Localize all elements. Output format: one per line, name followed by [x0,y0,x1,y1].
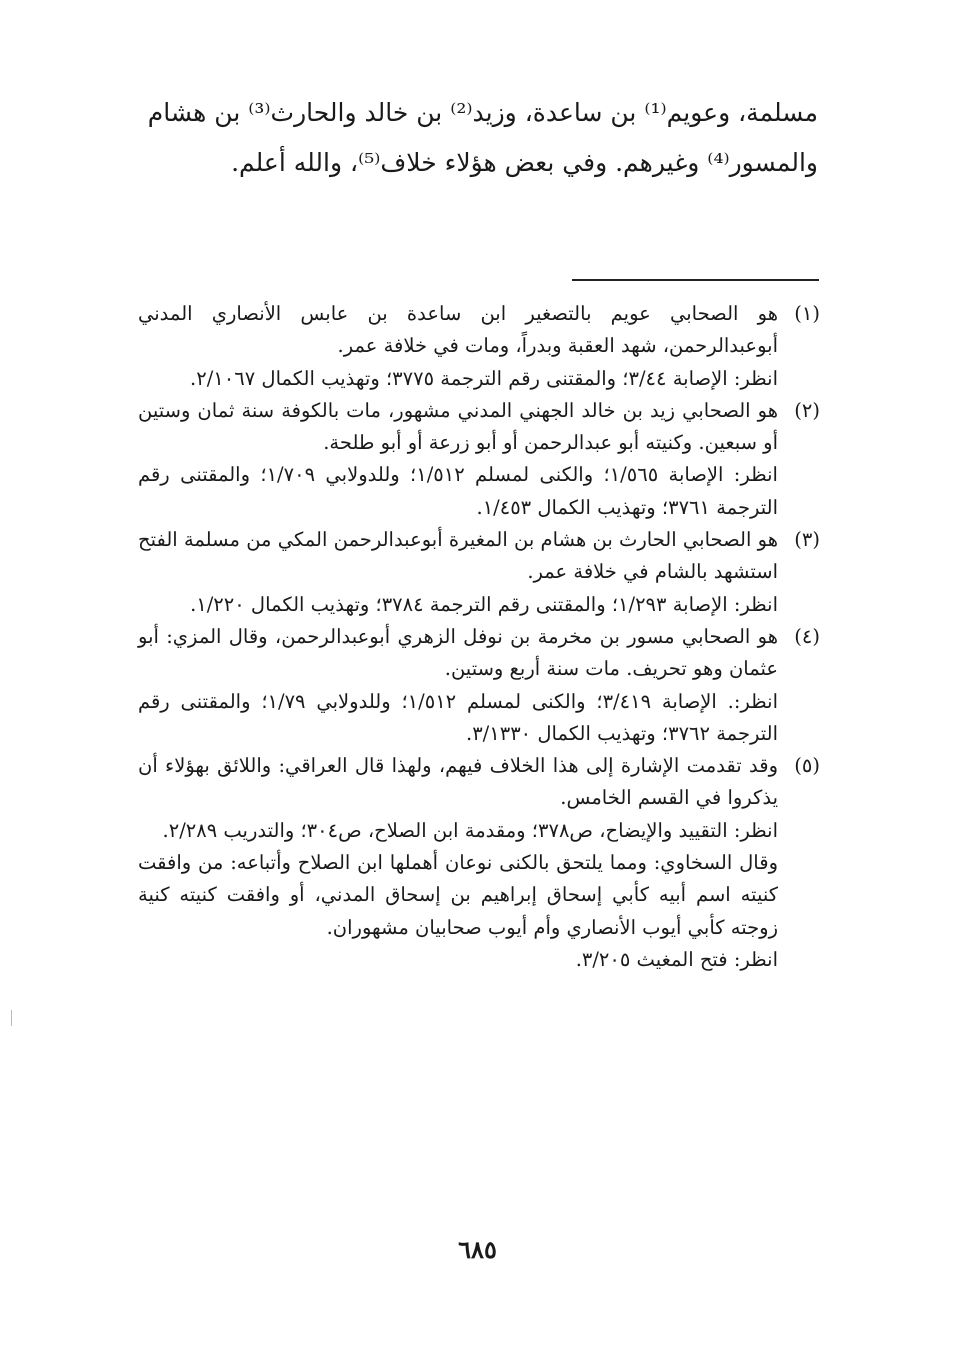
footnote-5-continuation: وقال السخاوي: ومما يلتحق بالكنى نوعان أهملها ابن الصلاح وأتباعه: من وافقت كنيته اسم أبيه كأبي إسحاق إبراهيم بن إسحاق المدني، أو وافقت كنيته كنية زوجته كأبي أيوب الأنصاري وأم أيوب صحابيان مشهوران. [138,851,778,939]
footnote-5 [138,750,820,847]
footnote-text: هو الصحابي زيد بن خالد الجهني المدني مشهور، مات بالكوفة سنة ثمان وستين أو سبعين. وكنيته أبو عبدالرحمن أو أبو زرعة أو أبو طلحة. [138,398,778,455]
main-text-line-1: مسلمة، وعويم⁽¹⁾ بن ساعدة، وزيد⁽²⁾ بن خالد والحارث⁽³⁾ بن هشام [147,98,818,127]
footnote-reference: انظر: الإصابة ٣/٤٤؛ والمقتنى رقم الترجمة ٣٧٧٥؛ وتهذيب الكمال ٢/١٠٦٧. [190,366,778,390]
page-number: ٦٨٥ [458,1235,497,1264]
footnote-1 [138,298,820,395]
footnote-number: (٥) [794,754,820,778]
footnote-text: هو الصحابي مسور بن مخرمة بن نوفل الزهري أبوعبدالرحمن، وقال المزي: أبو عثمان وهو تحريف. مات سنة أربع وستين. [138,624,778,681]
footnote-4 [138,621,820,750]
footnote-number: (١) [794,302,820,325]
scan-artifact [11,1010,12,1026]
footnote-reference: انظر: الإصابة ١/٥٦٥؛ والكنى لمسلم ١/٥١٢؛ وللدولابي ١/٧٠٩؛ والمقتنى رقم الترجمة ٣٧٦١؛ وتهذيب الكمال ١/٤٥٣. [138,463,778,519]
footnote-5-reference: انظر: فتح المغيث ٣/٢٠٥. [575,947,778,971]
footnote-text: وقد تقدمت الإشارة إلى هذا الخلاف فيهم، ولهذا قال العراقي: واللائق بهؤلاء أن يذكروا في القسم الخامس. [138,754,778,810]
footnote-3 [138,524,820,621]
footnote-text: هو الصحابي الحارث بن هشام بن المغيرة أبوعبدالرحمن المكي من مسلمة الفتح استشهد بالشام في خلافة عمر. [138,528,778,584]
footnote-reference: انظر: التقييد والإيضاح، ص٣٧٨؛ ومقدمة ابن الصلاح، ص٣٠٤؛ والتدريب ٢/٢٨٩. [162,818,778,842]
main-text-line-2: والمسور⁽⁴⁾ وغيرهم. وفي بعض هؤلاء خلاف⁽⁵⁾، والله أعلم. [231,148,818,177]
footnote-number: (٢) [794,398,820,422]
footnote-number: (٤) [794,624,820,648]
footnotes [138,298,820,976]
footnote-number: (٣) [794,528,820,552]
main-text [138,88,818,188]
footnote-text: هو الصحابي عويم بالتصغير ابن ساعدة بن عابس الأنصاري المدني أبوعبدالرحمن، شهد العقبة وبدراً، ومات في خلافة عمر. [138,302,778,358]
footnote-2 [138,395,820,524]
footnote-reference: انظر: الإصابة ١/٢٩٣؛ والمقتنى رقم الترجمة ٣٧٨٤؛ وتهذيب الكمال ١/٢٢٠. [190,592,778,616]
footnote-reference: انظر:. الإصابة ٣/٤١٩؛ والكنى لمسلم ١/٥١٢؛ وللدولابي ١/٧٩؛ والمقتنى رقم الترجمة ٣٧٦٢؛ وتهذيب الكمال ٣/١٣٣٠. [138,689,779,745]
footnote-separator [572,279,819,281]
